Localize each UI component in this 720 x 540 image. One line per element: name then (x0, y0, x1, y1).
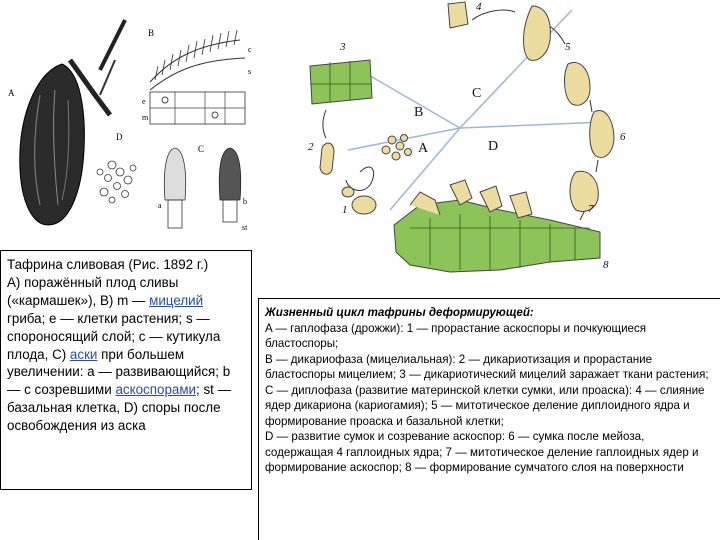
life-cycle-drawing (300, 0, 720, 300)
svg-text:D: D (116, 132, 123, 142)
phase-c-text: C — диплофаза (развитие материнской клетки сумки, или проаска): 4 — слияние ядер дикариона (кариогамия); 5 — митотическое деление диплоидного ядра и формирование проаска и базальной клетки; (265, 383, 705, 428)
svg-text:7: 7 (588, 203, 594, 215)
life-cycle-diagram (300, 0, 720, 300)
caption-title: Тафрина сливовая (Рис. 1892 г.) (7, 257, 209, 272)
svg-text:B: B (148, 28, 155, 38)
life-cycle-title: Жизненный цикл тафрины деформирующей: (265, 306, 534, 319)
svg-text:e: e (142, 97, 146, 106)
svg-text:C: C (472, 86, 482, 101)
svg-text:a: a (158, 201, 162, 210)
link-asci[interactable]: аски (69, 346, 98, 362)
link-mycelium[interactable]: мицелий (149, 292, 204, 308)
svg-text:2: 2 (308, 141, 314, 153)
svg-text:st: st (242, 223, 248, 232)
plum-pocket-drawing (0, 0, 262, 248)
svg-text:s: s (248, 67, 252, 76)
svg-text:1: 1 (342, 204, 348, 216)
tissue-section-b (142, 28, 252, 124)
svg-text:b: b (243, 197, 247, 206)
svg-text:3: 3 (340, 41, 346, 53)
svg-text:D: D (488, 139, 499, 154)
svg-text:5: 5 (565, 41, 571, 53)
phase-b-text: B — дикариофаза (мицелиальная): 2 — дикариотизация и прорастание бластоспоры мицелием; 3 — дикариотический мицелий заражает ткани растения; (265, 352, 709, 381)
svg-text:C: C (198, 144, 205, 154)
svg-text:8: 8 (603, 259, 609, 271)
plum-pocket-caption: Тафрина сливовая (Рис. 1892 г.) A) поражённый плод сливы («кармашек»), B) m — мицелий гриба; e — клетки растения; s — спороносящий слой; c — кутикула плода, C) аски при большем увеличении: a — развивающийся; b — с созревшими аскоспорами; st — базальная клетка, D) споры после освобождения из аска (0, 250, 252, 490)
svg-text:B: B (414, 105, 424, 120)
plum-pocket-illustration (0, 0, 262, 248)
asci-c (158, 144, 248, 232)
link-ascospores[interactable]: аскоспорами (115, 382, 197, 398)
svg-text:c: c (248, 45, 252, 54)
svg-text:4: 4 (476, 1, 482, 13)
spores-d (97, 161, 136, 203)
label-a: A (8, 88, 15, 98)
svg-text:m: m (142, 113, 149, 122)
life-cycle-caption (258, 298, 720, 540)
phase-d-text: D — развитие сумок и созревание аскоспор: 6 — сумка после мейоза, содержащая 4 гаплоидных ядра; 7 — митотическое деление гаплоидных ядер и формирование аскоспор; 8 — формирование сумчатого слоя на поверхности (265, 430, 699, 474)
phase-a-text: A — гаплофаза (дрожжи): 1 — прорастание аскоспоры и почкующиеся бластоспоры; (265, 321, 647, 350)
svg-text:6: 6 (620, 131, 626, 143)
svg-text:A: A (418, 141, 429, 156)
